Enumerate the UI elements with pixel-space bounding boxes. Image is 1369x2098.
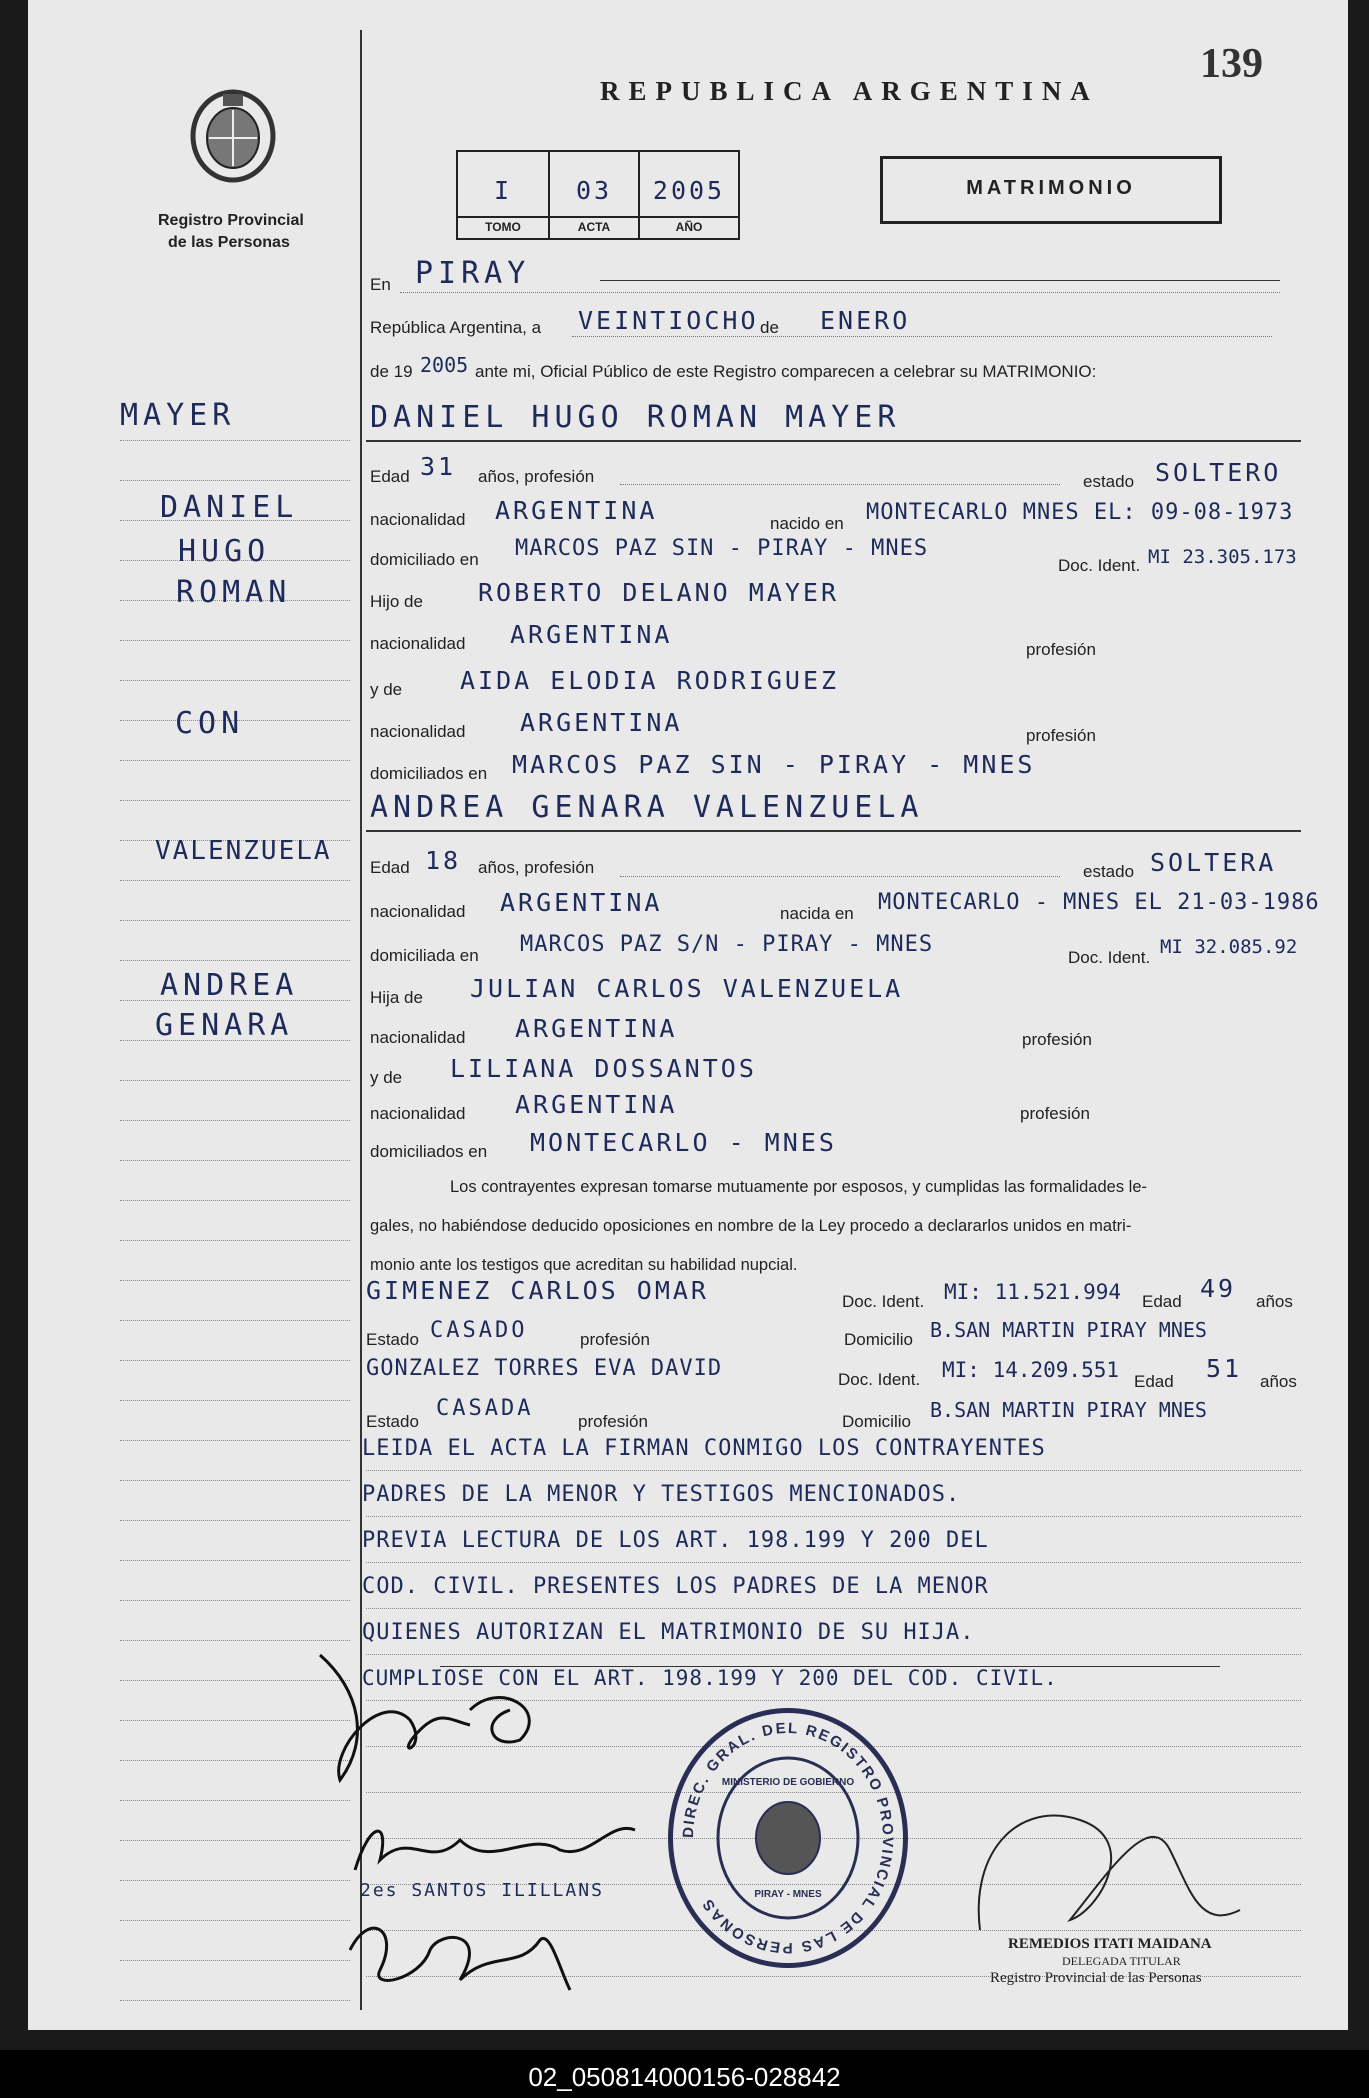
witness1-years-label: años <box>1256 1292 1293 1311</box>
seal-ring-text: DIREC. GRAL. DEL REGISTRO PROVINCIAL DE LAS PERSONAS <box>679 1719 897 1957</box>
coat-of-arms-logo <box>185 86 281 184</box>
bride-age-label: Edad <box>370 858 410 877</box>
witness1-prof-label: profesión <box>580 1330 650 1349</box>
document-code: 02_050814000156-028842 <box>528 2062 841 2092</box>
groom-profession-label: años, profesión <box>478 467 595 486</box>
groom-father-nat-label: nacionalidad <box>370 634 466 653</box>
groom-birth: MONTECARLO MNES EL: 09-08-1973 <box>866 500 1294 525</box>
margin-groom-name2: HUGO <box>178 534 271 569</box>
bride-address: MARCOS PAZ S/N - PIRAY - MNES <box>520 932 934 957</box>
margin-con: CON <box>175 706 245 741</box>
witness2-address: B.SAN MARTIN PIRAY MNES <box>930 1398 1207 1422</box>
en-label: En <box>370 275 391 294</box>
margin-groom-name1: DANIEL <box>160 490 299 525</box>
groom-age: 31 <box>420 452 457 481</box>
groom-doc: MI 23.305.173 <box>1148 546 1297 568</box>
signature-note: 2es SANTOS ILILLANS <box>360 1880 604 1901</box>
bride-signature <box>340 1910 580 2000</box>
seal-inner-text: MINISTERIO DE GOBIERNO <box>721 1777 855 1788</box>
body-rule-line <box>366 1516 1301 1517</box>
bride-doc-label: Doc. Ident. <box>1068 948 1151 967</box>
bride-father-label: Hija de <box>370 988 423 1007</box>
bride-address-label: domiciliada en <box>370 946 479 965</box>
acta-label: ACTA <box>577 220 611 234</box>
margin-rule-line <box>120 1080 350 1081</box>
margin-rule-line <box>120 1480 350 1481</box>
official-signature <box>960 1790 1250 1940</box>
margin-rule-line <box>120 1240 350 1241</box>
margin-rule-line <box>120 880 350 881</box>
witness2-doc-label: Doc. Ident. <box>838 1370 921 1389</box>
margin-rule-line <box>120 1120 350 1121</box>
official-seal <box>668 1708 908 1968</box>
year-prefix: de 19 <box>370 362 413 381</box>
margin-rule-line <box>120 1560 350 1561</box>
margin-bride-name1: ANDREA <box>160 968 299 1003</box>
groom-signature <box>300 1650 560 1790</box>
bride-father-nat: ARGENTINA <box>515 1014 678 1043</box>
witness1-doc: MI: 11.521.994 <box>944 1280 1122 1304</box>
margin-rule-line <box>120 1840 350 1841</box>
bride-parents-addr: MONTECARLO - MNES <box>530 1128 837 1157</box>
margin-groom-name3: ROMAN <box>176 575 292 610</box>
margin-rule-line <box>120 480 350 481</box>
witness1-status: CASADO <box>430 1318 528 1343</box>
groom-status-label: estado <box>1083 472 1135 491</box>
witness2-age-label: Edad <box>1134 1372 1174 1391</box>
page-number: 139 <box>1200 41 1263 87</box>
bride-father: JULIAN CARLOS VALENZUELA <box>470 974 904 1003</box>
margin-rule-line <box>120 1280 350 1281</box>
declaration-line3: monio ante los testigos que acreditan su habilidad nupcial. <box>370 1256 798 1274</box>
margin-rule-line <box>120 1320 350 1321</box>
margin-rule-line <box>120 1800 350 1801</box>
body-rule-line <box>366 1470 1301 1471</box>
margin-rule-line <box>120 920 350 921</box>
margin-rule-line <box>120 440 350 441</box>
witness2-prof-label: profesión <box>578 1412 648 1431</box>
declaration-line1: Los contrayentes expresan tomarse mutuamente por esposos, y cumplidas las formalidades le- <box>450 1178 1148 1196</box>
bride-nationality-label: nacionalidad <box>370 902 466 921</box>
groom-nationality: ARGENTINA <box>495 496 658 525</box>
groom-doc-label: Doc. Ident. <box>1058 556 1141 575</box>
margin-rule-line <box>120 1200 350 1201</box>
bride-doc: MI 32.085.92 <box>1160 936 1298 958</box>
margin-rule-line <box>120 640 350 641</box>
groom-born-label: nacido en <box>770 514 844 533</box>
bride-mother: LILIANA DOSSANTOS <box>450 1054 757 1083</box>
witness2-status: CASADA <box>436 1396 534 1421</box>
margin-rule-line <box>120 1920 350 1921</box>
record-number-box <box>456 150 740 240</box>
witness2-name: GONZALEZ TORRES EVA DAVID <box>366 1356 723 1381</box>
margin-rule-line <box>120 760 350 761</box>
bride-father-prof-label: profesión <box>1022 1030 1092 1049</box>
margin-rule-line <box>120 1960 350 1961</box>
groom-name: DANIEL HUGO ROMAN MAYER <box>370 400 901 435</box>
margin-rule-line <box>120 1160 350 1161</box>
witness2-age: 51 <box>1206 1354 1243 1383</box>
margin-rule-line <box>120 1600 350 1601</box>
declaration-line2: gales, no habiéndose deducido oposiciones en nombre de la Ley procedo a declararlos unidos en matri- <box>370 1217 1132 1235</box>
margin-rule-line <box>120 1440 350 1441</box>
official-role: DELEGADA TITULAR <box>1062 1954 1181 1968</box>
bride-mother-nat: ARGENTINA <box>515 1090 678 1119</box>
official-office: Registro Provincial de las Personas <box>990 1970 1202 1986</box>
bride-mother-prof-label: profesión <box>1020 1104 1090 1123</box>
groom-address: MARCOS PAZ SIN - PIRAY - MNES <box>515 536 929 561</box>
note-line1: LEIDA EL ACTA LA FIRMAN CONMIGO LOS CONTRAYENTES <box>362 1436 1046 1461</box>
margin-rule-line <box>120 680 350 681</box>
groom-mother-label: y de <box>370 680 403 699</box>
groom-father: ROBERTO DELANO MAYER <box>478 578 840 607</box>
appearance-statement: ante mi, Oficial Público de este Registro comparecen a celebrar su MATRIMONIO: <box>475 362 1097 381</box>
groom-mother-prof-label: profesión <box>1026 726 1096 745</box>
republica-label: República Argentina, a <box>370 318 542 337</box>
witness2-doc: MI: 14.209.551 <box>942 1358 1120 1382</box>
groom-father-nat: ARGENTINA <box>510 620 673 649</box>
margin-rule-line <box>120 800 350 801</box>
margin-rule-line <box>120 1360 350 1361</box>
witness1-doc-label: Doc. Ident. <box>842 1292 925 1311</box>
anio-value: 2005 <box>652 176 726 205</box>
witness1-address: B.SAN MARTIN PIRAY MNES <box>930 1318 1207 1342</box>
day-value: VEINTIOCHO <box>578 306 759 335</box>
bride-name: ANDREA GENARA VALENZUELA <box>370 790 924 825</box>
body-rule-line <box>366 1562 1301 1563</box>
note-line6: CUMPLIOSE CON EL ART. 198.199 Y 200 DEL COD. CIVIL. <box>362 1666 1058 1690</box>
margin-rule-line <box>120 1400 350 1401</box>
tomo-value: I <box>493 176 513 205</box>
witness2-address-label: Domicilio <box>842 1412 911 1431</box>
seal-bottom-text: PIRAY - MNES <box>754 1889 822 1900</box>
body-rule-line <box>366 1608 1301 1609</box>
groom-address-label: domiciliado en <box>370 550 479 569</box>
witness1-status-label: Estado <box>366 1330 419 1349</box>
margin-rule-line <box>120 2000 350 2001</box>
groom-status: SOLTERO <box>1155 458 1282 487</box>
groom-nationality-label: nacionalidad <box>370 510 466 529</box>
act-type: MATRIMONIO <box>966 177 1136 199</box>
acta-value: 03 <box>575 176 613 205</box>
note-line3: PREVIA LECTURA DE LOS ART. 198.199 Y 200 DEL <box>362 1528 989 1553</box>
bride-age: 18 <box>425 846 462 875</box>
de-label: de <box>760 318 779 337</box>
registry-name-line2: de las Personas <box>168 234 290 251</box>
anio-label: AÑO <box>675 220 703 234</box>
witness1-name: GIMENEZ CARLOS OMAR <box>366 1276 709 1305</box>
groom-mother-nat-label: nacionalidad <box>370 722 466 741</box>
witness1-age: 49 <box>1200 1274 1237 1303</box>
bride-born-label: nacida en <box>780 904 854 923</box>
witness2-years-label: años <box>1260 1372 1297 1391</box>
groom-father-prof-label: profesión <box>1026 640 1096 659</box>
bride-mother-nat-label: nacionalidad <box>370 1104 466 1123</box>
groom-parents-addr: MARCOS PAZ SIN - PIRAY - MNES <box>512 750 1036 779</box>
bride-profession-label: años, profesión <box>478 858 595 877</box>
bride-nationality: ARGENTINA <box>500 888 663 917</box>
margin-bride-name2: GENARA <box>155 1008 294 1043</box>
month-value: ENERO <box>820 306 911 335</box>
witness1-age-label: Edad <box>1142 1292 1182 1311</box>
witness1-address-label: Domicilio <box>844 1330 913 1349</box>
note-line4: COD. CIVIL. PRESENTES LOS PADRES DE LA MENOR <box>362 1574 989 1599</box>
margin-rule-line <box>120 1880 350 1881</box>
bride-status-label: estado <box>1083 862 1135 881</box>
place-value: PIRAY <box>415 256 531 291</box>
margin-groom-surname: MAYER <box>120 398 236 433</box>
groom-parents-addr-label: domiciliados en <box>370 764 488 783</box>
bride-parents-addr-label: domiciliados en <box>370 1142 488 1161</box>
margin-rule-line <box>120 1640 350 1641</box>
groom-age-label: Edad <box>370 467 410 486</box>
page-title: REPUBLICA ARGENTINA <box>600 76 1099 106</box>
witness2-status-label: Estado <box>366 1412 419 1431</box>
act-type-box <box>880 156 1222 224</box>
margin-rule-line <box>120 960 350 961</box>
margin-rule-line <box>120 1520 350 1521</box>
groom-mother: AIDA ELODIA RODRIGUEZ <box>460 666 840 695</box>
tomo-label: TOMO <box>485 220 521 234</box>
official-name: REMEDIOS ITATI MAIDANA <box>1008 1936 1212 1952</box>
bride-status: SOLTERA <box>1150 848 1277 877</box>
year-hand: 2005 <box>420 353 469 377</box>
bride-birth: MONTECARLO - MNES EL 21-03-1986 <box>878 890 1320 915</box>
groom-father-label: Hijo de <box>370 592 423 611</box>
registry-name-line1: Registro Provincial <box>158 212 304 229</box>
bride-father-nat-label: nacionalidad <box>370 1028 466 1047</box>
bride-mother-label: y de <box>370 1068 403 1087</box>
note-line2: PADRES DE LA MENOR Y TESTIGOS MENCIONADOS. <box>362 1482 961 1507</box>
note-line5: QUIENES AUTORIZAN EL MATRIMONIO DE SU HIJA. <box>362 1620 975 1645</box>
witness-signature <box>350 1810 640 1880</box>
margin-bride-surname: VALENZUELA <box>155 836 332 866</box>
groom-mother-nat: ARGENTINA <box>520 708 683 737</box>
